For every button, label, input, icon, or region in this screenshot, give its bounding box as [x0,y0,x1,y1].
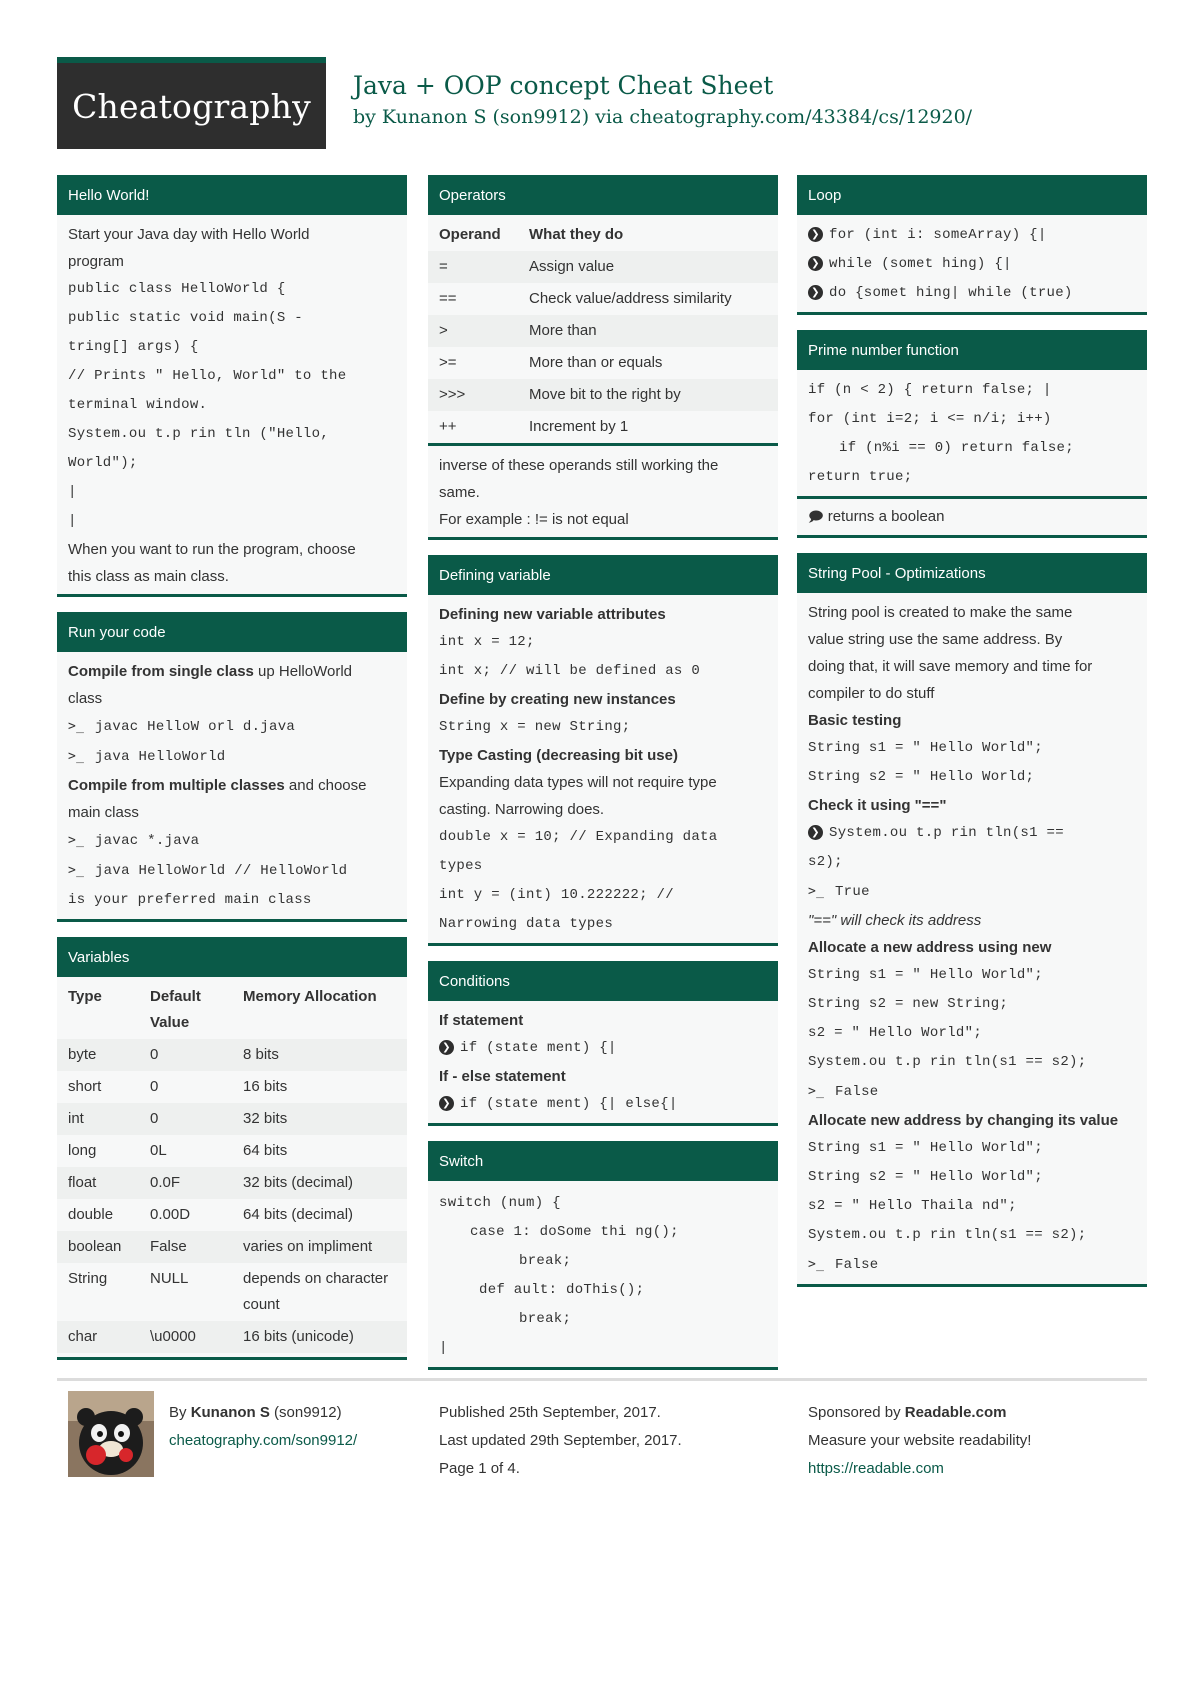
table-cell: 0.0F [150,1174,181,1191]
section-heading: Allocate new address by changing its value [808,1112,1119,1129]
code-line: s2 = " Hello Thaila nd"; [808,1198,1017,1214]
code-line: | [439,1340,448,1356]
published-date: Published 25th September, 2017. [439,1404,661,1421]
footer-sponsor [808,1399,1031,1483]
code-line: | [68,484,77,500]
table-cell: 16 bits [243,1078,288,1095]
string-pool-card [797,553,1147,1287]
bold-text: Allocate a new address using [808,939,1019,956]
table-header-row [428,219,778,251]
table-cell: 64 bits (decimal) [243,1206,354,1223]
section-heading: Type Casting (decreasing bit use) [439,747,678,764]
italic-note: "==" will check its address [808,912,982,929]
text: Sponsored by [808,1404,905,1421]
card-title: Prime number function [797,330,1147,370]
operators-table [428,219,778,443]
terminal-prompt-icon: >_ [808,1084,825,1099]
output: False [834,1084,879,1100]
table-row [428,411,778,443]
page-byline[interactable]: by Kunanon S (son9912) via cheatography.com/43384/cs/12920/ [353,106,973,128]
table-row [57,1103,407,1135]
table-row [57,1263,407,1321]
table-row [57,1167,407,1199]
column-3 [797,175,1147,1302]
column-1 [57,175,407,1375]
author-avatar [68,1391,154,1477]
table-cell: False [150,1238,187,1255]
keyword: new [1022,939,1052,956]
code-line: case 1: doSome thi ng(); [470,1224,679,1240]
arrow-right-icon: ❯ [808,285,823,300]
run-code-card [57,612,407,922]
author-profile-link[interactable]: cheatography.com/son9912/ [169,1432,358,1449]
code-line [808,279,1136,308]
table-cell: ++ [439,418,457,435]
table-row [428,379,778,411]
text: up HelloWorld [253,663,352,680]
code-line: Narrowing data types [439,916,614,932]
code-line: double x = 10; // Expanding data [439,829,718,845]
terminal-prompt-icon: >_ [68,833,85,848]
text: By [169,1404,191,1421]
code-line: if (n%i == 0) return false; [839,440,1074,456]
code-line: if (n < 2) { return false; | [808,382,1052,398]
code-line: s2); [808,854,843,870]
code-line: s2 = " Hello World"; [808,1025,983,1041]
card-title: Conditions [428,961,778,1001]
table-cell: String [68,1270,108,1287]
table-cell: 32 bits [243,1110,288,1127]
table-cell: int [68,1110,84,1127]
column-header: What they do [529,226,624,243]
code-line: World"); [68,455,138,471]
card-title: Run your code [57,612,407,652]
card-title: String Pool - Optimizations [797,553,1147,593]
table-cell: = [439,258,448,275]
table-row [428,315,778,347]
code: for (int i: someArray) {| [829,227,1047,243]
logo-text: Cheatography [72,86,311,126]
table-cell: 0L [150,1142,167,1159]
text-line: Expanding data types will not require type [439,774,717,791]
text-line: main class [68,804,139,821]
output-line [808,877,1136,907]
table-cell: >= [439,354,457,371]
text-line: Start your Java day with Hello World [68,226,310,243]
table-cell: \u0000 [150,1328,196,1345]
code-line [808,221,1136,250]
text-line: same. [439,484,480,501]
text: and choose [284,777,367,794]
terminal-prompt-icon: >_ [808,1257,825,1272]
terminal-prompt-icon: >_ [68,749,85,764]
variables-card [57,937,407,1360]
code-line: int x = 12; [439,634,535,650]
table-cell: double [68,1206,114,1223]
page-number: Page 1 of 4. [439,1460,520,1477]
text-line: For example : != is not equal [439,511,629,528]
code: System.ou t.p rin tln(s1 == [829,825,1064,841]
sponsor-tagline: Measure your website readability! [808,1432,1032,1449]
prime-number-card [797,330,1147,538]
code-line: String s2 = " Hello World"; [808,1169,1043,1185]
text: returns a boolean [827,508,945,525]
arrow-right-icon: ❯ [808,825,823,840]
arrow-right-icon: ❯ [439,1096,454,1111]
column-header: Default Value [150,988,201,1031]
page-footer [57,1378,1147,1478]
section-heading: If statement [439,1012,524,1029]
table-cell: 0.00D [150,1206,191,1223]
sponsor-name: Readable.com [904,1404,1007,1421]
code-line: for (int i=2; i <= n/i; i++) [808,411,1052,427]
table-cell: 0 [150,1078,159,1095]
text-line: inverse of these operands still working the [439,457,719,474]
table-cell: long [68,1142,97,1159]
terminal-prompt-icon: >_ [68,863,85,878]
code: while (somet hing) {| [829,256,1012,272]
variables-table [57,981,407,1353]
table-row [57,1135,407,1167]
table-row [57,1039,407,1071]
text-line [68,658,396,685]
text-line [808,503,1136,531]
command: javac *.java [94,833,200,849]
code-line: String s1 = " Hello World"; [808,967,1043,983]
text-line: program [68,253,124,270]
sponsor-line [808,1399,1031,1427]
command: java HelloWorld [94,749,226,765]
table-row [428,347,778,379]
table-cell: Increment by 1 [529,418,629,435]
table-cell: float [68,1174,97,1191]
card-title: Loop [797,175,1147,215]
column-2 [428,175,778,1385]
code-line [808,250,1136,279]
card-title: Defining variable [428,555,778,595]
output: True [834,884,870,900]
command: javac HelloW orl d.java [94,719,296,735]
table-row [57,1231,407,1263]
table-cell: More than or equals [529,354,663,371]
bold-text: Compile from multiple classes [68,777,285,794]
table-cell: byte [68,1046,97,1063]
code-line: public static void main(S - [68,310,303,326]
section-heading [808,934,1136,961]
loop-card [797,175,1147,315]
code-line: System.ou t.p rin tln(s1 == s2); [808,1054,1087,1070]
code-line: System.ou t.p rin tln ("Hello, [68,426,330,442]
text-line: casting. Narrowing does. [439,801,605,818]
table-cell: More than [529,322,597,339]
terminal-prompt-icon: >_ [808,884,825,899]
table-cell: 0 [150,1046,159,1063]
code-line: String x = new String; [439,719,631,735]
table-cell: == [439,290,457,307]
command-line [68,712,396,742]
code-line: | [68,513,77,529]
text-line: value string use the same address. By [808,631,1063,648]
table-cell: Move bit to the right by [529,386,681,403]
table-cell: varies on impliment [243,1238,373,1255]
table-cell: > [439,322,448,339]
code-line: String s2 = " Hello World; [808,769,1035,785]
code-line: tring[] args) { [68,339,199,355]
section-heading: Define by creating new instances [439,691,676,708]
cheatography-logo[interactable] [57,57,326,149]
table-cell: 0 [150,1110,159,1127]
code-line: int x; // will be defined as 0 [439,663,701,679]
table-cell: Assign value [529,258,615,275]
card-title: Operators [428,175,778,215]
command-line [68,742,396,772]
defining-variable-card [428,555,778,946]
footer-author [169,1399,357,1455]
speech-bubble-icon: 🗩 [808,509,824,525]
code-line: String s1 = " Hello World"; [808,740,1043,756]
table-cell: char [68,1328,98,1345]
sponsor-link[interactable]: https://readable.com [808,1460,944,1477]
command: java HelloWorld // HelloWorld [94,863,348,879]
table-cell: boolean [68,1238,122,1255]
terminal-prompt-icon: >_ [68,719,85,734]
text-line: doing that, it will save memory and time for [808,658,1093,675]
table-header-row [57,981,407,1039]
table-row [428,251,778,283]
code-line: terminal window. [68,397,208,413]
text-line: compiler to do stuff [808,685,935,702]
code-line: switch (num) { [439,1195,561,1211]
card-title: Hello World! [57,175,407,215]
code-line: def ault: doThis(); [479,1282,645,1298]
card-title: Switch [428,1141,778,1181]
text-line: class [68,690,103,707]
prime-note [797,496,1147,535]
table-cell: >>> [439,386,466,403]
table-cell: depends on character count [243,1270,389,1313]
code-line: System.ou t.p rin tln(s1 == s2); [808,1227,1087,1243]
column-header: Operand [439,226,501,243]
section-heading: Defining new variable attributes [439,606,666,623]
arrow-right-icon: ❯ [439,1040,454,1055]
table-cell: 64 bits [243,1142,288,1159]
table-row [57,1071,407,1103]
table-cell: 8 bits [243,1046,279,1063]
code-line: is your preferred main class [68,892,312,908]
bold-text: Compile from single class [68,663,254,680]
operators-note [428,443,778,537]
code-line [439,1090,767,1119]
author-name: Kunanon S [190,1404,270,1421]
table-cell: 32 bits (decimal) [243,1174,354,1191]
table-row [57,1321,407,1353]
switch-card [428,1141,778,1370]
code-line: String s2 = new String; [808,996,1009,1012]
column-header: Memory Allocation [243,988,377,1005]
command-line [68,856,396,886]
table-cell: Check value/address similarity [529,290,732,307]
arrow-right-icon: ❯ [808,227,823,242]
code: if (state ment) {| [460,1040,617,1056]
code-line: types [439,858,483,874]
table-row [428,283,778,315]
hello-world-card [57,175,407,597]
section-heading: If - else statement [439,1068,566,1085]
operators-card [428,175,778,540]
output-line [808,1250,1136,1280]
code-line: break; [519,1311,572,1327]
table-cell: 16 bits (unicode) [243,1328,354,1345]
bear-avatar-icon [68,1391,154,1477]
text-line: When you want to run the program, choose [68,541,356,558]
text-line: String pool is created to make the same [808,604,1073,621]
code-line [439,1034,767,1063]
text-line: this class as main class. [68,568,229,585]
arrow-right-icon: ❯ [808,256,823,271]
section-heading: Check it using "==" [808,797,947,814]
code-line: break; [519,1253,572,1269]
section-heading: Basic testing [808,712,902,729]
code-line: return true; [808,469,913,485]
code-line: String s1 = " Hello World"; [808,1140,1043,1156]
table-cell: short [68,1078,102,1095]
page-title: Java + OOP concept Cheat Sheet [353,71,774,100]
text-line [68,772,396,799]
title-block [353,71,972,128]
text: (son9912) [269,1404,342,1421]
code-line: // Prints " Hello, World" to the [68,368,347,384]
column-header: Type [68,988,102,1005]
card-title: Variables [57,937,407,977]
code-line [808,819,1136,848]
footer-dates [439,1399,682,1483]
code-line: public class HelloWorld { [68,281,286,297]
code: do {somet hing| while (true) [829,285,1073,301]
code: if (state ment) {| else{| [460,1096,678,1112]
command-line [68,826,396,856]
updated-date: Last updated 29th September, 2017. [439,1432,682,1449]
output: False [834,1257,879,1273]
output-line [808,1077,1136,1107]
table-row [57,1199,407,1231]
code-line: int y = (int) 10.222222; // [439,887,674,903]
table-cell: NULL [150,1270,189,1287]
page-header [57,57,1147,149]
conditions-card [428,961,778,1126]
author-line [169,1399,357,1427]
